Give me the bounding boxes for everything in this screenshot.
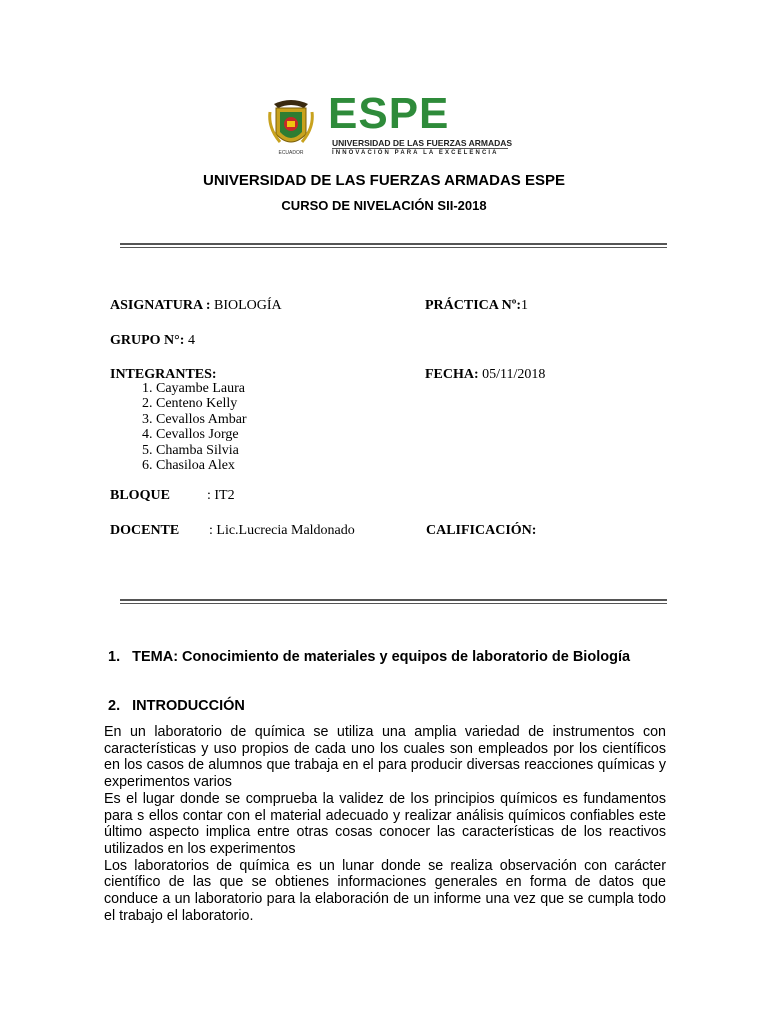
course-title: CURSO DE NIVELACIÓN SII-2018 (281, 198, 487, 213)
logo-divider (332, 148, 508, 149)
grupo-label: GRUPO N°: (110, 333, 185, 348)
grupo-value: 4 (187, 333, 195, 348)
intro-paragraph: En un laboratorio de química se utiliza una amplia variedad de instrumentos con características y uso propios de cada uno los cuales son empleados por los científicos en los casos de alumnos que trabaja en el para producir diversas reacciones químicas y experimentos varios (104, 724, 666, 791)
bloque-value: : IT2 (207, 488, 235, 503)
practica-value: 1 (521, 298, 529, 313)
intro-title: INTRODUCCIÓN (132, 698, 245, 714)
bottom-divider (120, 599, 667, 604)
university-title: UNIVERSIDAD DE LAS FUERZAS ARMADAS ESPE (203, 172, 565, 189)
list-item: 5. Chamba Silvia (156, 443, 247, 458)
tema-heading (108, 649, 630, 665)
intro-heading (108, 698, 245, 714)
practica-field (425, 298, 528, 314)
fecha-label: FECHA: (425, 367, 479, 382)
practica-label: PRÁCTICA Nº: (425, 298, 522, 313)
list-item: 4. Cevallos Jorge (156, 427, 247, 442)
tema-number: 1. (108, 649, 121, 665)
logo-line2: INNOVACIÓN PARA LA EXCELENCIA (332, 150, 499, 156)
list-item: 1. Cayambe Laura (156, 381, 247, 396)
intro-number: 2. (108, 698, 121, 714)
top-divider (120, 243, 667, 248)
asignatura-label: ASIGNATURA : (110, 298, 211, 313)
espe-logo (266, 89, 513, 160)
integrantes-label: INTEGRANTES: (110, 367, 217, 382)
asignatura-value: BIOLOGÍA (213, 298, 282, 313)
list-item: 3. Cevallos Ambar (156, 412, 247, 427)
list-item: 6. Chasiloa Alex (156, 458, 247, 473)
seal-text: ECUADOR (278, 150, 304, 156)
intro-paragraph: Es el lugar donde se comprueba la validez de los principios químicos es fundamentos para s ellos contar con el material adecuado y realizar análisis químicos confiables este último aspecto implica entre otras cosas conocer las características de los reactivos utilizados en los experimentos (104, 790, 666, 857)
intro-paragraph: Los laboratorios de química es un lunar donde se realiza observación con carácter científico de las que se obtienes informaciones generales en forma de datos que conduce a un laboratorio para la elaboración de un informe una vez que se cumpla todo el trabajo el laboratorio. (104, 857, 666, 924)
list-item: 2. Centeno Kelly (156, 396, 247, 411)
logo-brand: ESPE (328, 89, 450, 138)
logo-line1: UNIVERSIDAD DE LAS FUERZAS ARMADAS (332, 138, 513, 148)
grupo-field (110, 333, 195, 349)
asignatura-field (110, 298, 282, 314)
fecha-field (425, 367, 545, 383)
docente-value: : Lic.Lucrecia Maldonado (209, 523, 355, 538)
docente-label: DOCENTE (110, 523, 180, 538)
bloque-label: BLOQUE (110, 488, 170, 503)
calificacion-label: CALIFICACIÓN: (426, 523, 537, 538)
integrantes-list (114, 381, 247, 473)
fecha-value: 05/11/2018 (482, 367, 546, 382)
intro-body (104, 724, 666, 924)
tema-text: TEMA: Conocimiento de materiales y equipos de laboratorio de Biología (132, 649, 631, 665)
